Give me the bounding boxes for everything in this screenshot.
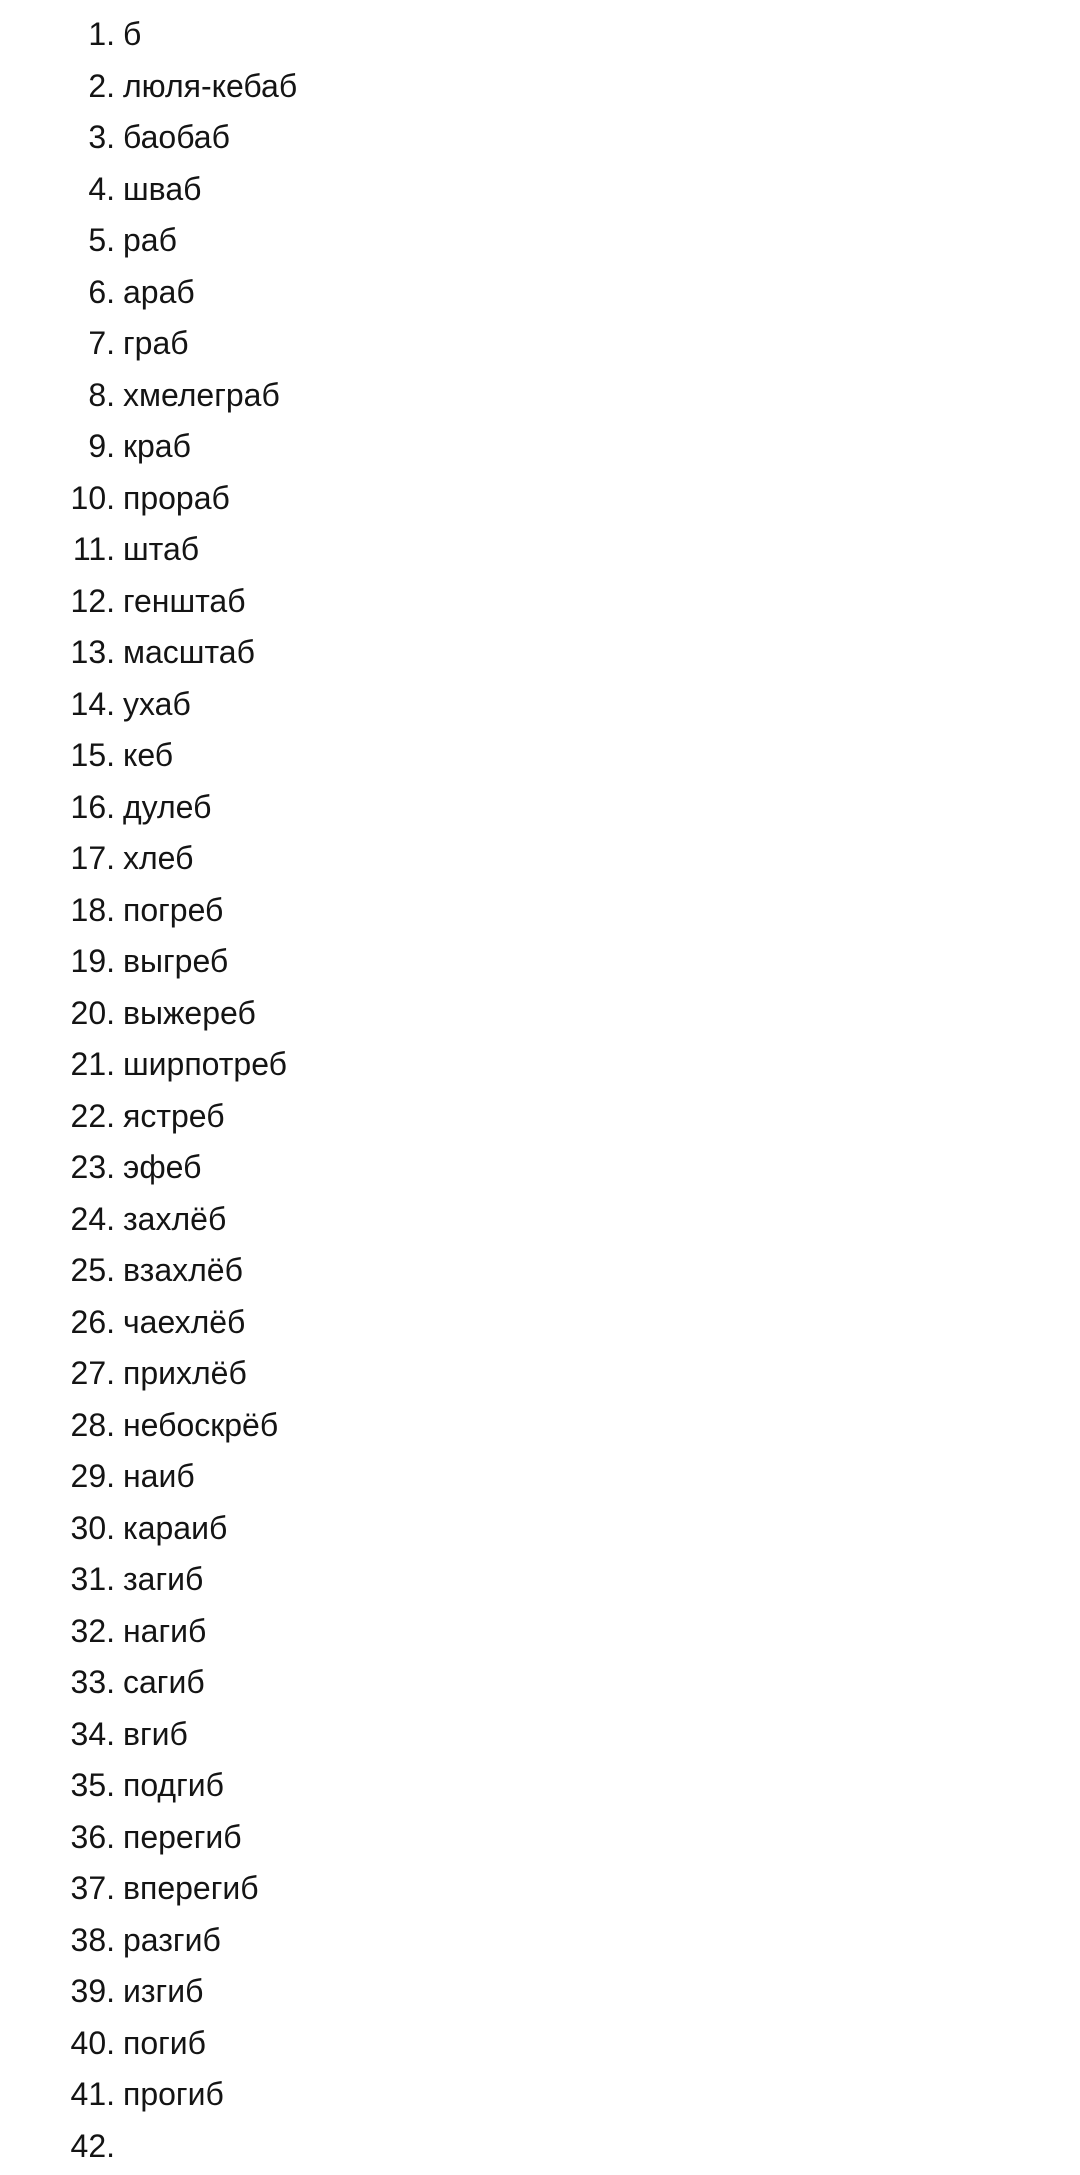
list-item-number: 29. <box>0 1454 115 1498</box>
list-item-word: раб <box>115 218 177 262</box>
list-item-number: 18. <box>0 888 115 932</box>
list-item <box>0 1197 297 1249</box>
list-item <box>0 1660 297 1712</box>
list-item-number: 22. <box>0 1094 115 1138</box>
list-item-word: выгреб <box>115 939 228 983</box>
list-item-word: прихлёб <box>115 1351 247 1395</box>
list-item <box>0 1557 297 1609</box>
list-item <box>0 1248 297 1300</box>
list-item-word: перегиб <box>115 1815 242 1859</box>
list-item-word: чаехлёб <box>115 1300 245 1344</box>
list-item-word: наиб <box>115 1454 195 1498</box>
list-item-word: баобаб <box>115 115 230 159</box>
list-item-word: ухаб <box>115 682 191 726</box>
list-item-number: 7. <box>0 321 115 365</box>
list-item-word: погреб <box>115 888 223 932</box>
list-item-word: штаб <box>115 527 199 571</box>
list-item-word: вгиб <box>115 1712 188 1756</box>
list-item <box>0 1094 297 1146</box>
list-item-number: 42. <box>0 2124 115 2168</box>
list-item-word: генштаб <box>115 579 246 623</box>
list-item <box>0 1866 297 1918</box>
list-item-number: 6. <box>0 270 115 314</box>
list-item-number: 38. <box>0 1918 115 1962</box>
list-item-word: масштаб <box>115 630 255 674</box>
list-item <box>0 1969 297 2021</box>
list-item-number: 26. <box>0 1300 115 1344</box>
list-item <box>0 1609 297 1661</box>
list-item <box>0 321 297 373</box>
list-item-number: 32. <box>0 1609 115 1653</box>
list-item <box>0 733 297 785</box>
list-item-word: погиб <box>115 2021 206 2065</box>
list-item-number: 16. <box>0 785 115 829</box>
word-list <box>0 12 297 2175</box>
list-item <box>0 1506 297 1558</box>
list-item-word: прогиб <box>115 2072 224 2116</box>
list-item-word: выжереб <box>115 991 256 1035</box>
list-item-number: 34. <box>0 1712 115 1756</box>
list-item-word: люля-кебаб <box>115 64 297 108</box>
list-item <box>0 682 297 734</box>
list-item-number: 4. <box>0 167 115 211</box>
list-item <box>0 2021 297 2073</box>
list-item-number: 25. <box>0 1248 115 1292</box>
list-item <box>0 167 297 219</box>
list-item <box>0 579 297 631</box>
list-item-word: небоскрёб <box>115 1403 278 1447</box>
list-item-number: 20. <box>0 991 115 1035</box>
list-item-word: ястреб <box>115 1094 225 1138</box>
list-item-number: 8. <box>0 373 115 417</box>
list-item-number: 10. <box>0 476 115 520</box>
list-item-word: изгиб <box>115 1969 203 2013</box>
list-item <box>0 1454 297 1506</box>
list-item-word: шваб <box>115 167 201 211</box>
list-item-word: эфеб <box>115 1145 201 1189</box>
list-item <box>0 2072 297 2124</box>
list-item-word: караиб <box>115 1506 227 1550</box>
list-item-number: 27. <box>0 1351 115 1395</box>
list-item-word: взахлёб <box>115 1248 243 1292</box>
list-item-word: хмелеграб <box>115 373 280 417</box>
list-item <box>0 218 297 270</box>
list-item-word: араб <box>115 270 195 314</box>
list-item-number: 30. <box>0 1506 115 1550</box>
list-item-number: 17. <box>0 836 115 880</box>
list-item <box>0 476 297 528</box>
list-item-number: 24. <box>0 1197 115 1241</box>
list-item-word: вперегиб <box>115 1866 259 1910</box>
list-item-word: кеб <box>115 733 173 777</box>
list-item <box>0 1145 297 1197</box>
list-item-number: 3. <box>0 115 115 159</box>
list-item-number: 40. <box>0 2021 115 2065</box>
list-item-number: 5. <box>0 218 115 262</box>
list-item <box>0 630 297 682</box>
list-item-number: 41. <box>0 2072 115 2116</box>
list-item <box>0 527 297 579</box>
list-item <box>0 1300 297 1352</box>
list-item <box>0 939 297 991</box>
list-item <box>0 1918 297 1970</box>
list-item <box>0 115 297 167</box>
list-item-number: 28. <box>0 1403 115 1447</box>
list-item-number: 13. <box>0 630 115 674</box>
list-item <box>0 64 297 116</box>
list-item <box>0 373 297 425</box>
list-item <box>0 2124 297 2175</box>
list-item <box>0 1351 297 1403</box>
list-item-number: 31. <box>0 1557 115 1601</box>
list-item-word: б <box>115 12 141 56</box>
list-item-word: нагиб <box>115 1609 206 1653</box>
list-item-word: сагиб <box>115 1660 205 1704</box>
list-item-number: 14. <box>0 682 115 726</box>
list-item-number: 12. <box>0 579 115 623</box>
list-item-word: дулеб <box>115 785 211 829</box>
list-item <box>0 1403 297 1455</box>
list-item <box>0 1712 297 1764</box>
list-item-number: 11. <box>0 527 115 571</box>
list-item-word: подгиб <box>115 1763 224 1807</box>
list-item-number: 36. <box>0 1815 115 1859</box>
list-item-word: разгиб <box>115 1918 221 1962</box>
list-item <box>0 270 297 322</box>
list-item-word: прораб <box>115 476 230 520</box>
list-item-number: 19. <box>0 939 115 983</box>
list-item-number: 9. <box>0 424 115 468</box>
list-item-word: хлеб <box>115 836 193 880</box>
list-item-word: краб <box>115 424 191 468</box>
list-item-number: 35. <box>0 1763 115 1807</box>
list-item-word: граб <box>115 321 189 365</box>
list-item <box>0 991 297 1043</box>
list-item-word: загиб <box>115 1557 203 1601</box>
list-item-number: 37. <box>0 1866 115 1910</box>
list-item-word: захлёб <box>115 1197 226 1241</box>
list-item <box>0 12 297 64</box>
list-item <box>0 424 297 476</box>
list-item-word: ширпотреб <box>115 1042 287 1086</box>
list-item-number: 23. <box>0 1145 115 1189</box>
list-item <box>0 836 297 888</box>
list-item-number: 15. <box>0 733 115 777</box>
list-item-number: 1. <box>0 12 115 56</box>
list-item-number: 21. <box>0 1042 115 1086</box>
list-item <box>0 785 297 837</box>
list-item-number: 2. <box>0 64 115 108</box>
list-item-number: 39. <box>0 1969 115 2013</box>
list-item-number: 33. <box>0 1660 115 1704</box>
list-item <box>0 888 297 940</box>
list-item <box>0 1815 297 1867</box>
list-item <box>0 1042 297 1094</box>
list-item <box>0 1763 297 1815</box>
